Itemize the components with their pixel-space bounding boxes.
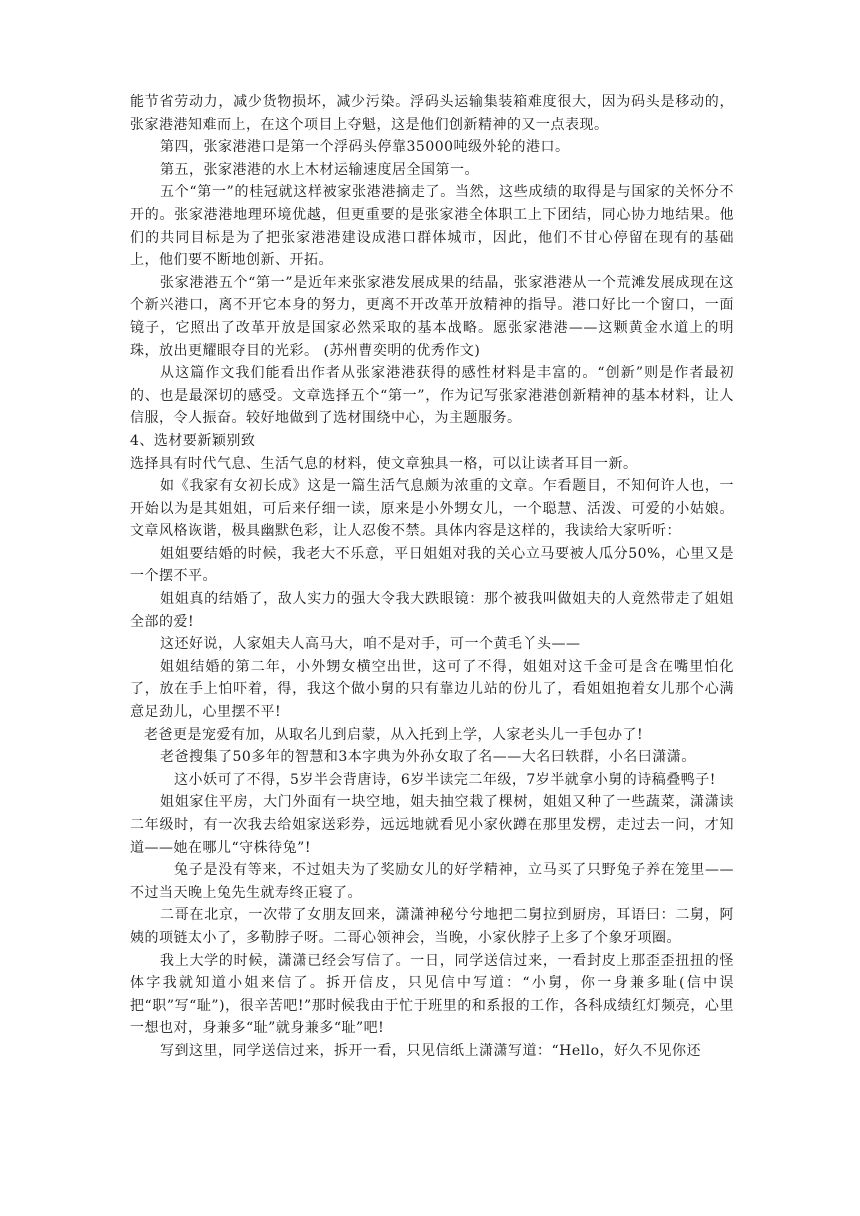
paragraph-14: 老爸更是宠爱有加，从取名儿到启蒙，从入托到上学，人家老头儿一手包办了! [144, 726, 644, 743]
paragraph-8: 选择具有时代气息、生活气息的材料，使文章独具一格，可以让读者耳目一新。 [130, 455, 638, 472]
paragraph-15: 老爸搜集了50多年的智慧和3本字典为外孙女取了名——大名曰轶群，小名曰潇潇。 [160, 749, 696, 766]
paragraph-9: 如《我家有女初长成》这是一篇生活气息颇为浓重的文章。乍看题目，不知何许人也，一开始以为是其姐姐，可后来仔细一读，原来是小外甥女儿，一个聪慧、活泼、可爱的小姑娘。文章风格诙谐，极具幽默色彩，让人忍俊不禁。具体内容是这样的，我读给大家听听： [130, 478, 734, 540]
paragraph-11: 姐姐真的结婚了，敌人实力的强大令我大跌眼镜：那个被我叫做姐夫的人竟然带走了姐姐全部的爱! [130, 591, 734, 630]
paragraph-6: 从这篇作文我们能看出作者从张家港港获得的感性材料是丰富的。“创新”则是作者最初的、也是最深切的感受。文章选择五个“第一”，作为记写张家港港创新精神的基本材料，让人信服，令人振奋。较好地做到了选材围绕中心，为主题服务。 [130, 365, 734, 427]
paragraph-1: 能节省劳动力，减少货物损坏，减少污染。浮码头运输集装箱难度很大，因为码头是移动的，张家港港知难而上，在这个项目上夺魁，这是他们创新精神的又一点表现。 [130, 94, 734, 133]
paragraph-12: 这还好说，人家姐夫人高马大，咱不是对手，可一个黄毛丫头—— [160, 636, 581, 653]
paragraph-10: 姐姐要结婚的时候，我老大不乐意，平日姐姐对我的关心立马要被人瓜分50%，心里又是一个摆不平。 [130, 545, 734, 585]
paragraph-2: 第四，张家港港口是第一个浮码头停靠35000吨级外轮的港口。 [160, 139, 570, 156]
section-heading: 4、选材要新颖别致 [130, 432, 256, 449]
paragraph-21: 写到这里，同学送信过来，拆开一看，只见信纸上潇潇写道：“Hello，好久不见你还 [160, 1042, 702, 1059]
paragraph-13: 姐姐结婚的第二年，小外甥女横空出世，这可了不得，姐姐对这千金可是含在嘴里怕化了，放在手上怕吓着，得，我这个做小舅的只有靠边儿站的份儿了，看姐姐抱着女儿那个心满意足劲儿，心里摆不平! [130, 658, 734, 721]
paragraph-19: 二哥在北京，一次带了女朋友回来，潇潇神秘兮兮地把二舅拉到厨房，耳语曰：二舅，阿姨的项链太小了，多勒脖子呀。二哥心领神会，当晚，小家伙脖子上多了个象牙项圈。 [130, 907, 734, 946]
paragraph-4: 五个“第一”的桂冠就这样被家张港港摘走了。当然，这些成绩的取得是与国家的关怀分不开的。张家港港地理环境优越，但更重要的是张家港全体职工上下团结，同心协力地结果。他们的共同目标是为了把张家港港建设成港口群体城市，因此，他们不甘心停留在现有的基础上，他们要不断地创新、开拓。 [130, 184, 734, 269]
paragraph-20: 我上大学的时候，潇潇已经会写信了。一日，同学送信过来，一看封皮上那歪歪扭扭的怪体字我就知道小姐来信了。拆开信皮，只见信中写道：“小舅，你一身兼多耻(信中误把“职”写“耻”)，很辛苦吧!”那时候我由于忙于班里的和系报的工作，各科成绩红灯频亮，心里一想也对，身兼多“耻”就身兼多“耻”吧! [130, 952, 734, 1037]
paragraph-16: 这小妖可了不得，5岁半会背唐诗，6岁半读完二年级，7岁半就拿小舅的诗稿叠鸭子! [174, 771, 716, 788]
paragraph-18: 兔子是没有等来，不过姐夫为了奖励女儿的好学精神，立马买了只野兔子养在笼里——不过当天晚上兔先生就寿终正寝了。 [130, 862, 734, 901]
paragraph-5: 张家港港五个“第一”是近年来张家港发展成果的结晶，张家港港从一个荒滩发展成现在这个新兴港口，离不开它本身的努力，更离不开改革开放精神的指导。港口好比一个窗口，一面镜子，它照出了改革开放是国家必然采取的基本战略。愿张家港港——这颗黄金水道上的明珠，放出更耀眼夺目的光彩。 (苏州曹奕明的优秀作文) [130, 274, 734, 359]
paragraph-3: 第五，张家港港的水上木材运输速度居全国第一。 [160, 161, 479, 178]
paragraph-17: 姐姐家住平房，大门外面有一块空地，姐夫抽空栽了棵树，姐姐又种了一些蔬菜，潇潇读二年级时，有一次我去给姐家送彩券，远远地就看见小家伙蹲在那里发楞，走过去一问，才知道——她在哪儿“守株待兔”! [130, 794, 734, 856]
